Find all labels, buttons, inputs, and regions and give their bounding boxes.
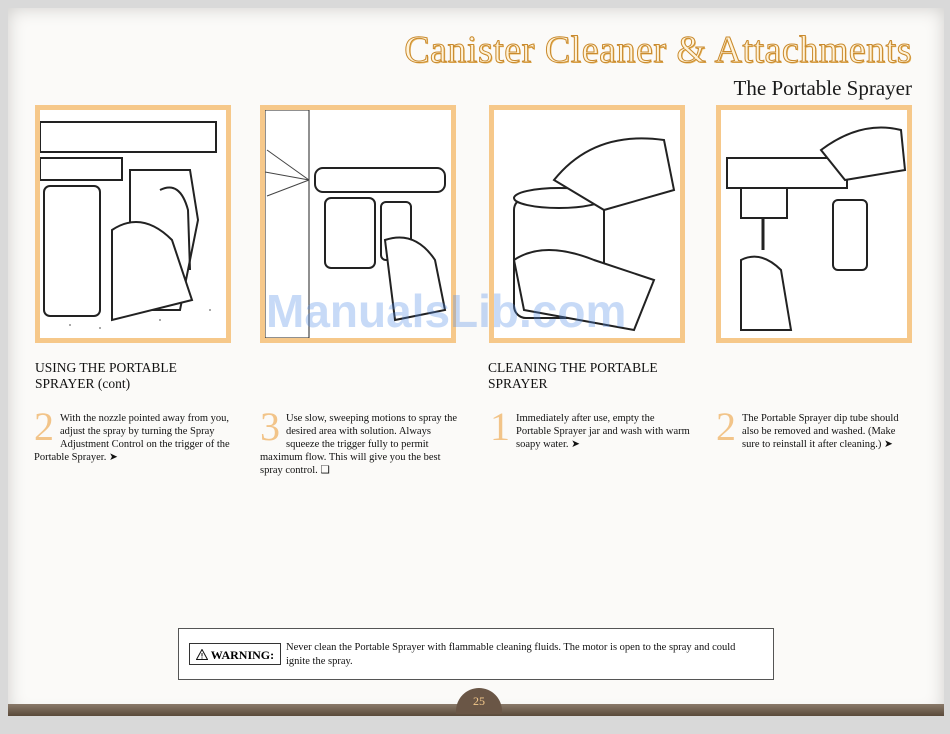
adjust-spray-drawing [40, 110, 226, 338]
warning-box [178, 628, 774, 680]
step-number: 2 [34, 404, 54, 449]
step-number: 2 [716, 404, 736, 449]
illustration-adjust-spray [35, 105, 231, 343]
warning-text: Never clean the Portable Sprayer with flammable cleaning fluids. The motor is open to the spray and could ignite the spray. [286, 642, 736, 667]
watermark: ManualsLib.com [266, 285, 627, 337]
step-item [490, 404, 690, 451]
page-number: 25 [456, 688, 502, 714]
warning-label [189, 643, 281, 665]
illustration-dip-tube [716, 105, 912, 343]
step-item [34, 404, 234, 464]
section-heading-cleaning: CLEANING THE PORTABLE SPRAYER [488, 360, 658, 391]
warning-triangle-icon [196, 649, 208, 660]
step-number: 1 [490, 404, 510, 449]
page-subtitle: The Portable Sprayer [733, 76, 912, 100]
dip-tube-drawing [721, 110, 907, 338]
step-item [716, 404, 912, 451]
step-text: With the nozzle pointed away from you, adjust the spray by turning the Spray Adjustment Control on the trigger of the Portable Sprayer. ➤ [34, 413, 230, 463]
step-text: The Portable Sprayer dip tube should also be removed and washed. (Make sure to reinstall it after cleaning.) ➤ [742, 413, 899, 450]
warning-label-text: WARNING: [210, 648, 275, 662]
step-text: Immediately after use, empty the Portable Sprayer jar and wash with warm soapy water. ➤ [516, 413, 690, 450]
section-heading-using: USING THE PORTABLE SPRAYER (cont) [35, 360, 177, 391]
step-text: Use slow, sweeping motions to spray the desired area with solution. Always squeeze the trigger fully to permit maximum flow. This will give you the best spray control. ❑ [260, 413, 458, 476]
step-item [260, 404, 460, 477]
page-title: Canister Cleaner & Attachments [404, 29, 912, 71]
step-number: 3 [260, 404, 280, 449]
manual-page [8, 8, 944, 716]
